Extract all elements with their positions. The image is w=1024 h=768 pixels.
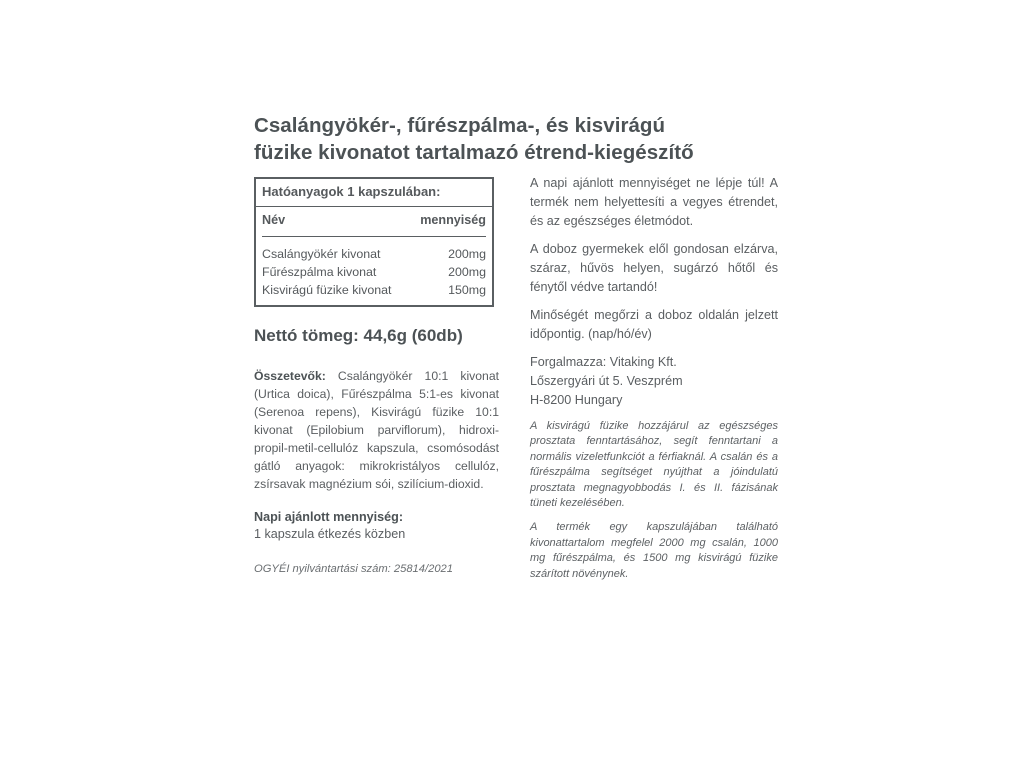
ingredient-amount: 200mg [448, 247, 486, 261]
storage-paragraph: A doboz gyermekek elől gondosan elzárva, száraz, hűvös helyen, sugárzó hőtől és fénytől védve tartandó! [530, 242, 778, 294]
table-row [262, 281, 486, 299]
ingredient-name: Csalángyökér kivonat [262, 247, 381, 261]
table-body [262, 237, 486, 299]
distributor-address [530, 353, 778, 410]
daily-dose-text: 1 kapszula étkezés közben [254, 527, 406, 541]
distributor-line: H-8200 Hungary [530, 393, 623, 407]
product-title-line-2: füzike kivonatot tartalmazó étrend-kiegészítő [254, 141, 694, 164]
daily-dose-label: Napi ajánlott mennyiség: [254, 510, 404, 524]
distributor-line: Forgalmazza: Vitaking Kft. [530, 355, 677, 369]
table-column-headers [262, 207, 486, 237]
net-weight: Nettó tömeg: 44,6g (60db) [254, 326, 463, 345]
health-claim-paragraph: A kisvirágú füzike hozzájárul az egészséges prosztata fenntartásához, segít fenntartani a normális vizeletfunkciót a férfiaknál. A csalán és a fűrészpálma segítséget nyújthat a jóindulatú prosztata megnagyobbodás I. és II. fázisának tüneti kezelésében. [530, 420, 778, 510]
best-before-paragraph: Minőségét megőrzi a doboz oldalán jelzett időpontig. (nap/hó/év) [530, 308, 778, 341]
ingredients-label: Összetevők: [254, 369, 326, 383]
extract-equivalence-paragraph: A termék egy kapszulájában található kivonattartalom megfelel 2000 mg csalán, 1000 mg fűrészpálma, és 1500 mg kisvirágú füzike szárított növénynek. [530, 521, 778, 580]
warning-paragraph: A napi ajánlott mennyiséget ne lépje túl! A termék nem helyettesíti a vegyes étrendet, és az egészséges életmódot. [530, 176, 778, 228]
ingredient-name: Fűrészpálma kivonat [262, 265, 377, 279]
table-row [262, 263, 486, 281]
ingredient-amount: 200mg [448, 265, 486, 279]
column-amount: mennyiség [420, 213, 486, 227]
active-ingredients-table [254, 177, 494, 307]
ingredients-paragraph [254, 367, 499, 493]
registration-number: OGYÉI nyilvántartási szám: 25814/2021 [254, 563, 453, 575]
ingredient-amount: 150mg [448, 283, 486, 297]
column-name: Név [262, 213, 286, 227]
table-header: Hatóanyagok 1 kapszulában: [256, 183, 492, 207]
left-column [254, 177, 499, 577]
product-title-line-1: Csalángyökér-, fűrészpálma-, és kisvirágú [254, 114, 666, 137]
table-row [262, 245, 486, 263]
distributor-line: Lőszergyári út 5. Veszprém [530, 374, 683, 388]
product-title [254, 112, 814, 166]
right-column [530, 174, 778, 591]
ingredient-name: Kisvirágú füzike kivonat [262, 283, 392, 297]
ingredients-text: Csalángyökér 10:1 kivonat (Urtica doica), Fűrészpálma 5:1-es kivonat (Serenoa repens), Kisvirágú füzike 10:1 kivonat (Epilobium parviflorum), hidroxi-propil-metil-cellulóz kapszula, csomósodást gátló anyagok: mikrokristályos cellulóz, zsírsavak magnézium sói, szilícium-dioxid. [254, 369, 499, 491]
